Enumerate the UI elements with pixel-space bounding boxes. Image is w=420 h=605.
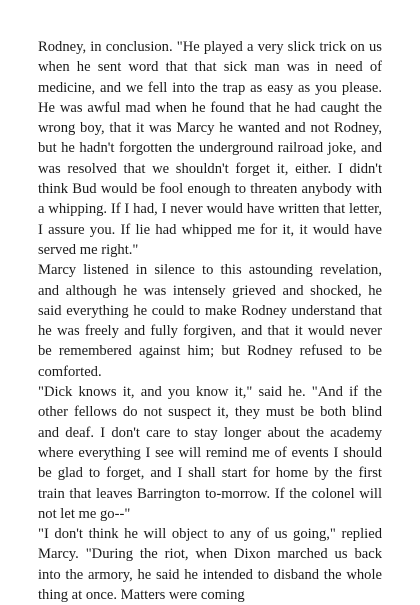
paragraph-4: "I don't think he will object to any of us going," replied Marcy. "During the riot, when Dixon marched us back into the armory, he said he intended to disband the whole thing at once. Matters were coming	[38, 526, 382, 604]
paragraph-2: Marcy listened in silence to this astounding revelation, and although he was intensely grieved and shocked, he said everything he could to make Rodney understand that he was freely and fully forgiven, and that it would never be remembered against him; but Rodney refused to be comforted.	[38, 262, 382, 380]
paragraph-3: "Dick knows it, and you know it," said he. "And if the other fellows do not suspect it, they must be both blind and deaf. I don't care to stay longer about the academy where everything I see will remind me of events I should be glad to forget, and I shall start for home by the first train that leaves Barrington to-morrow. If the colonel will not let me go--"	[38, 384, 382, 522]
paragraph-1: Rodney, in conclusion. "He played a very slick trick on us when he sent word that that sick man was in need of medicine, and we fell into the trap as easy as you please. He was awful mad when he found that he had caught the wrong boy, that it was Marcy he wanted and not Rodney, but he hadn't forgotten the underground railroad joke, and was resolved that we shouldn't forget it, either. I didn't think Bud would be fool enough to threaten anybody with a whipping. If I had, I never would have written that letter, I assure you. If lie had whipped me for it, it would have served me right."	[38, 39, 382, 258]
document-page	[38, 37, 382, 605]
